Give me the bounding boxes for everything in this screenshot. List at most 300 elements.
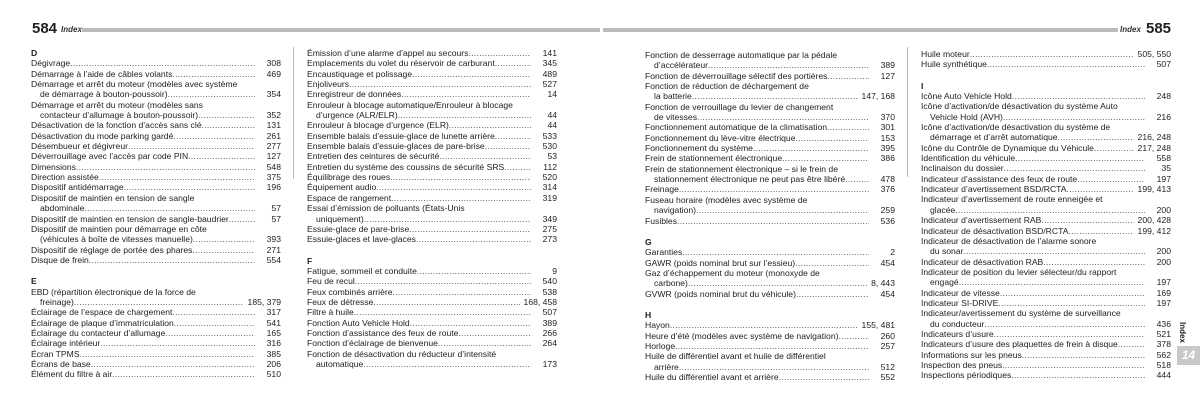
index-column-4 [921,49,1171,381]
index-entry[interactable] [921,163,1171,173]
page-reference[interactable]: 216, 248 [1137,132,1171,143]
entry-text: Fatigue, sommeil et conduite [307,265,417,276]
dot-leader [1012,91,1145,101]
entry-text: Démarrage à l’aide de câbles volants [31,68,173,79]
index-entry[interactable] [645,289,895,299]
page-reference[interactable]: 8, 443 [871,278,895,289]
page-reference[interactable]: 35 [1161,163,1171,174]
entry-text: Icône du Contrôle de Dynamique du Véhicule [921,142,1094,153]
index-entry[interactable] [31,120,281,130]
index-entry[interactable] [921,360,1171,370]
page-reference[interactable]: 454 [880,288,895,299]
entry-text: Huile de différentiel avant et huile de différentiel [645,351,826,362]
index-entry[interactable] [645,122,895,132]
index-entry[interactable] [921,339,1171,349]
index-entry[interactable] [921,49,1171,59]
page-reference[interactable]: 530 [542,141,557,152]
index-entry[interactable] [307,100,557,121]
page-reference[interactable]: 112 [543,161,557,172]
page-reference[interactable]: 436 [1156,318,1171,329]
page-reference[interactable]: 376 [880,184,895,195]
page-reference[interactable]: 127 [266,151,281,162]
entry-text: Enrouleur à blocage automatique/Enrouleur à blocage [307,99,513,110]
page-reference[interactable]: 259 [880,205,895,216]
page-reference[interactable]: 533 [542,130,557,141]
page-reference[interactable]: 345 [542,58,557,69]
dot-leader [994,329,1145,339]
page-reference[interactable]: 197 [1156,297,1171,308]
dot-leader [80,349,255,359]
index-entry[interactable] [307,58,557,68]
index-entry[interactable] [31,58,281,68]
index-entry[interactable] [31,245,281,255]
column-divider [293,47,294,179]
dot-leader [363,359,531,369]
dot-leader [827,122,869,132]
page-reference[interactable]: 264 [542,338,557,349]
page-reference[interactable]: 536 [880,215,895,226]
dot-leader [495,58,531,68]
index-entry[interactable] [645,331,895,341]
page-reference[interactable]: 200 [1156,246,1171,257]
page-reference[interactable]: 14 [547,89,557,100]
page-reference[interactable]: 548 [266,161,281,172]
page-reference[interactable]: 375 [266,172,281,183]
entry-text: Inspections périodiques [921,370,1012,381]
entry-text: Indicateur d’avertissement de route enneigée et [921,194,1103,205]
index-entry[interactable] [31,224,281,245]
page-reference[interactable]: 521 [1156,328,1171,339]
page-reference[interactable]: 505, 550 [1137,49,1171,59]
index-entry[interactable] [645,216,895,226]
dot-leader [174,318,255,328]
page-reference[interactable]: 197 [1156,173,1171,184]
index-entry[interactable] [921,288,1171,298]
entry-text: Désactivation du mode parking gardé [31,130,174,141]
entry-text: d’accélérateur [654,60,708,71]
dot-leader [1015,153,1145,163]
index-entry[interactable] [307,69,557,79]
dot-leader [229,214,255,224]
page-reference[interactable]: 478 [880,174,895,185]
entry-text: Gaz d’échappement du moteur (monoxyde de [645,267,820,278]
index-entry[interactable] [307,266,557,276]
entry-text: Fonction de desserrage automatique par la pédale [645,50,838,60]
page-reference[interactable]: 9 [552,265,557,276]
index-entry[interactable] [921,308,1171,329]
page-reference[interactable]: 558 [1156,153,1171,164]
left-header-bar [82,28,600,32]
page-reference[interactable]: 275 [542,223,557,234]
page-reference[interactable]: 199, 412 [1137,225,1171,236]
index-entry[interactable] [307,203,557,224]
dot-leader [1068,226,1133,236]
page-reference[interactable]: 301 [880,122,895,133]
index-entry[interactable] [307,162,557,172]
entry-text: d’urgence (ALR/ELR) [316,110,398,121]
section-letter: G [645,236,652,247]
dot-leader [504,162,531,172]
index-entry[interactable] [31,328,281,338]
dot-leader [349,79,531,89]
entry-text: Filtre à huile [307,307,354,318]
page-reference[interactable]: 541 [266,317,281,328]
side-tab-label: Index [1178,322,1187,343]
index-entry[interactable] [307,182,557,192]
index-entry[interactable] [921,298,1171,308]
index-entry[interactable] [645,50,895,71]
entry-text: Essai d’émission de polluants (États-Unis [307,203,465,214]
index-entry[interactable] [645,268,895,289]
dot-leader [984,319,1145,329]
dot-leader [970,49,1134,59]
index-entry[interactable] [31,193,281,214]
index-entry[interactable] [31,100,281,121]
page-reference[interactable]: 257 [880,340,895,351]
index-entry[interactable] [307,79,557,89]
page-reference[interactable]: 527 [542,79,557,90]
page-reference[interactable]: 147, 168 [861,91,895,102]
entry-text: Indicateur de désactivation RAB [921,256,1044,267]
index-entry[interactable] [921,143,1171,153]
page-reference[interactable]: 395 [880,143,895,154]
entry-text: uniquement) [316,213,364,224]
entry-text: GAWR (poids nominal brut sur l’essieu) [645,257,796,268]
page-reference[interactable]: 538 [542,286,557,297]
entry-text: Emplacements du volet du réservoir de carburant [307,58,495,69]
page-reference[interactable]: 277 [266,141,281,152]
entry-text: Direction assistée [31,172,99,183]
page-reference[interactable]: 454 [880,257,895,268]
page-reference[interactable]: 444 [1156,370,1171,381]
dot-leader [827,71,869,81]
index-entry[interactable] [307,297,557,307]
dot-leader [364,214,531,224]
page-reference[interactable]: 389 [542,317,557,328]
page-reference[interactable]: 168, 458 [523,296,557,307]
dot-leader [1041,215,1133,225]
entry-text: Entretien du système des coussins de sécurité SRS [307,161,505,172]
page-reference[interactable]: 169 [1156,287,1171,298]
page-reference[interactable]: 53 [547,151,557,162]
dot-leader [1067,184,1134,194]
dot-leader [401,89,531,99]
page-reference[interactable]: 266 [542,327,557,338]
index-entry[interactable] [307,224,557,234]
entry-text: EBD (répartition électronique de la force de [31,286,196,297]
entry-text: Désactivation de la fonction d’accès sans clé [31,120,202,131]
index-entry[interactable] [921,267,1171,288]
index-entry[interactable] [31,162,281,172]
entry-text: GVWR (poids nominal brut du véhicule) [645,288,796,299]
page-reference[interactable]: 512 [880,361,895,372]
index-entry[interactable] [921,215,1171,225]
index-entry[interactable] [307,193,557,203]
entry-text: Vehicle Hold (AVH) [930,111,1003,122]
left-page-number: 584 [32,20,58,37]
index-entry[interactable] [31,172,281,182]
index-entry[interactable] [645,258,895,268]
entry-text: Dimensions [31,161,76,172]
page-reference[interactable]: 540 [542,276,557,287]
page-reference[interactable]: 562 [1156,349,1171,360]
index-entry[interactable] [921,153,1171,163]
page-reference[interactable]: 173 [542,358,557,369]
section-letter: H [645,309,652,320]
section-gap [645,299,895,310]
page-reference[interactable]: 552 [880,371,895,382]
page-reference[interactable]: 507 [542,307,557,318]
index-entry[interactable] [645,372,895,382]
index-entry[interactable] [645,102,895,123]
dot-leader [796,289,869,299]
dot-leader [398,110,531,120]
index-entry[interactable] [921,91,1171,101]
page-reference[interactable]: 308 [266,58,281,69]
dot-leader [795,133,869,143]
dot-leader [124,182,255,192]
dot-leader [1003,112,1145,122]
index-entry[interactable] [31,369,281,379]
page-reference[interactable]: 200, 428 [1137,215,1171,226]
entry-text: Indicateur de désactivation BSD/RCTA [921,225,1069,236]
dot-leader [998,298,1145,308]
section-letter: I [921,80,924,91]
index-entry[interactable] [645,320,895,330]
dot-leader [128,141,255,151]
page-reference[interactable]: 393 [266,234,281,245]
entry-text: Indicateur de vitesse [921,287,1000,298]
page-reference[interactable]: 370 [880,112,895,123]
entry-text: du conducteur [930,318,985,329]
index-entry[interactable] [921,236,1171,257]
page-reference[interactable]: 197 [1156,277,1171,288]
page-reference[interactable]: 385 [266,348,281,359]
index-entry[interactable] [645,341,895,351]
page-reference[interactable]: 354 [266,89,281,100]
page-reference[interactable]: 131 [266,120,281,131]
index-entry[interactable] [645,71,895,81]
index-entry[interactable] [31,151,281,161]
page-reference[interactable]: 200 [1156,256,1171,267]
dot-leader [1058,132,1134,142]
page-reference[interactable]: 260 [880,330,895,341]
index-entry[interactable] [307,349,557,370]
index-entry[interactable] [307,89,557,99]
section-gap [307,245,557,256]
page-reference[interactable]: 217, 248 [1137,142,1171,153]
dot-leader [795,258,869,268]
index-entry[interactable] [645,184,895,194]
page-reference[interactable]: 206 [266,358,281,369]
page-reference[interactable]: 155, 481 [861,320,895,331]
index-entry[interactable] [31,338,281,348]
index-entry[interactable] [307,328,557,338]
page-reference[interactable]: 273 [542,234,557,245]
entry-text: Icône d’activation/de désactivation du système Auto [921,101,1118,112]
index-entry[interactable] [307,48,557,58]
dot-leader [354,307,531,317]
index-entry[interactable] [31,69,281,79]
page-reference[interactable]: 44 [547,110,557,121]
page-reference[interactable]: 2 [890,247,895,258]
section-letter: D [31,48,38,58]
index-entry[interactable] [307,172,557,182]
index-entry[interactable] [645,143,895,153]
index-entry[interactable] [645,153,895,163]
page-reference[interactable]: 520 [542,172,557,183]
index-entry[interactable] [31,79,281,100]
entry-text: Indicateur d’avertissement BSD/RCTA [921,184,1067,195]
index-entry[interactable] [645,351,895,372]
left-page-header: Index [61,25,82,34]
index-entry[interactable] [921,350,1171,360]
index-entry[interactable] [31,214,281,224]
entry-text: Huile synthétique [921,59,987,70]
page-reference[interactable]: 469 [266,68,281,79]
entry-text: Équilibrage des roues [307,172,391,183]
index-entry[interactable] [31,182,281,192]
page-reference[interactable]: 386 [880,153,895,164]
entry-text: Émission d’une alarme d’appel au secours [307,48,469,58]
page-reference[interactable]: 216 [1156,111,1171,122]
entry-text: Ensemble balais d’essuie-glace de lunette arrière [307,130,495,141]
entry-text: freinage) [40,296,74,307]
page-reference[interactable]: 378 [1156,339,1171,350]
page-reference[interactable]: 199, 413 [1137,184,1171,195]
entry-text: Dispositif antidémarrage [31,182,124,193]
page-reference[interactable]: 141 [542,48,557,58]
index-entry[interactable] [921,59,1171,69]
dot-leader [1118,339,1145,349]
column-divider [907,47,908,177]
entry-text: Feu de recul [307,276,355,287]
entry-text: Démarrage et arrêt du moteur (modèles avec système [31,79,238,90]
index-entry[interactable] [921,122,1171,143]
index-entry[interactable] [307,151,557,161]
dot-leader [416,234,531,244]
index-entry[interactable] [307,318,557,328]
chapter-tab[interactable]: 14 [1177,346,1200,365]
page-reference[interactable]: 57 [271,203,281,214]
dot-leader [675,341,869,351]
page-reference[interactable]: 271 [266,244,281,255]
page-reference[interactable]: 389 [880,60,895,71]
page-reference[interactable]: 554 [266,254,281,265]
dot-leader [692,91,858,101]
page-reference[interactable]: 349 [542,213,557,224]
index-entry[interactable] [31,141,281,151]
section-gap [645,226,895,237]
entry-text: arrière [654,361,679,372]
index-entry[interactable] [307,276,557,286]
page-reference[interactable]: 185, 379 [247,296,281,307]
index-entry[interactable] [645,81,895,102]
entry-text: Indicateur/avertissement du système de surveillance [921,308,1121,319]
index-entry[interactable] [31,287,281,308]
page-reference[interactable]: 314 [542,182,557,193]
dot-leader [168,89,255,99]
entry-text: Feux combinés arrière [307,286,393,297]
page-reference[interactable]: 153 [880,132,895,143]
entry-text: Hayon [645,320,670,331]
index-entry[interactable] [645,164,895,185]
page-reference[interactable]: 200 [1156,204,1171,215]
index-entry[interactable] [645,195,895,216]
dot-leader [449,120,531,130]
page-reference[interactable]: 261 [266,130,281,141]
index-entry[interactable] [307,307,557,317]
page-reference[interactable]: 510 [266,369,281,380]
index-entry[interactable] [921,257,1171,267]
entry-text: Fusibles [645,215,677,226]
index-entry[interactable] [31,349,281,359]
section-gap [31,265,281,276]
index-entry[interactable] [921,226,1171,236]
page-reference[interactable]: 165 [266,327,281,338]
entry-text: Indicateur d’avertissement RAB [921,215,1042,226]
dot-leader [439,151,531,161]
page-reference[interactable]: 507 [1156,59,1171,70]
index-entry[interactable] [31,359,281,369]
index-entry[interactable] [921,329,1171,339]
page-reference[interactable]: 316 [266,338,281,349]
index-entry[interactable] [307,287,557,297]
dot-leader [1077,174,1145,184]
right-page-header: Index [1120,25,1141,34]
index-entry[interactable] [921,174,1171,184]
page-reference[interactable]: 196 [266,182,281,193]
index-entry[interactable] [645,247,895,257]
dot-leader [753,143,869,153]
entry-text: Fonction d’assistance des feux de route [307,327,459,338]
index-entry[interactable] [31,307,281,317]
dot-leader [696,205,869,215]
page-reference[interactable]: 44 [547,120,557,131]
index-entry[interactable] [921,184,1171,194]
page-reference[interactable]: 57 [271,213,281,224]
index-entry[interactable] [921,101,1171,122]
dot-leader [679,362,869,372]
page-reference[interactable]: 518 [1156,359,1171,370]
index-entry[interactable] [307,234,557,244]
index-entry[interactable] [307,338,557,348]
index-entry[interactable] [921,370,1171,380]
page-reference[interactable]: 248 [1156,91,1171,102]
page-reference[interactable]: 319 [542,192,557,203]
dot-leader [679,184,869,194]
page-reference[interactable]: 352 [266,110,281,121]
index-entry[interactable] [31,255,281,265]
index-entry[interactable] [31,318,281,328]
page-reference[interactable]: 127 [880,70,895,81]
index-entry[interactable] [307,120,557,130]
entry-text: Fonctionnement du lève-vitre électrique [645,132,796,143]
index-entry[interactable] [307,141,557,151]
entry-text: Fonction de verrouillage du levier de changement [645,101,834,112]
page-reference[interactable]: 317 [266,307,281,318]
index-entry[interactable] [31,131,281,141]
index-entry[interactable] [645,133,895,143]
index-entry[interactable] [307,131,557,141]
entry-text: Indicateurs d’usure [921,328,994,339]
page-reference[interactable]: 489 [542,68,557,79]
entry-text: Indicateurs d’usure des plaquettes de frein à disque [921,339,1118,350]
entry-text: abdominale [40,203,85,214]
index-entry[interactable] [921,194,1171,215]
dot-leader [202,120,255,130]
entry-text: Espace de rangement [307,192,392,203]
